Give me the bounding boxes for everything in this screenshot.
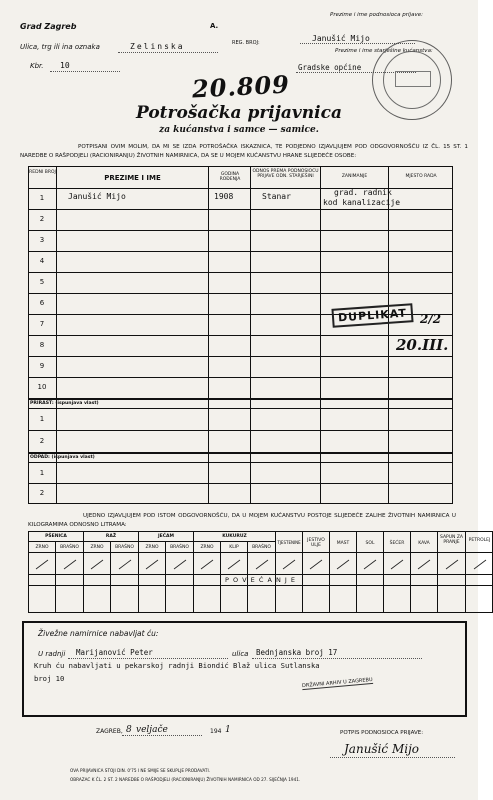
header-salt: SOL [365,541,375,546]
supplies-intro: UJEDNO IZJAVLJUJEM POD ISTOM ODGOVORNOŠĆU, DA U MOJEM KUĆANSTVU POSTOJE SLIJEDEĆE ZALIHE ŽIVOTNIH NAMIRNICA U KILOGRAMIMA ODNOSNO LITRAMA: [28,513,456,528]
row-number: 7 [39,320,45,328]
shop-label: U radnji [38,650,66,658]
row-number: 8 [39,341,45,349]
person-occupation-detail: kod kanalizacije [323,198,401,207]
odpad-label: ODPAD: (ispunjava vlast) [30,455,95,460]
house-number-label: Kbr. [30,62,44,70]
year-prefix: 194 [210,728,222,735]
person-name: Janušić Mijo [68,192,126,201]
col-header-name: PREZIME I IME [104,174,161,182]
shop-owner: Marijanović Peter [76,648,153,657]
row-rule [28,377,453,378]
group-header-corn: KUKURUZ [222,534,247,539]
supply-heading: Živežne namirnice nabavljat ću: [38,629,159,638]
sub-header: ZRNO [35,545,49,550]
header-petroleum: PETROLEJ [468,538,491,543]
legal-note: OBRAZAC K ČL. 2 ST. 2 NAREDBE O RAŠPODJELI (RACIONIRANJU) ŽIVOTNIH NAMIRNICA OD 27. SIJEČNJA 1941. [70,777,301,782]
municipality-value: Gradske općine [298,63,362,72]
sub-header: ZRNO [145,545,159,550]
sub-header: ZRNO [200,545,214,550]
form-title: Potrošačka prijavnica [136,103,342,123]
bakery-line: Kruh ću nabavljati u pekarskoj radnji Biondić Blaž ulica Sutlanska [34,661,320,670]
street-word-label: ulica [232,650,249,658]
person-relation: Stanar [262,192,291,201]
row-rule [28,335,453,336]
row-number: 5 [39,278,45,286]
city-label: Grad Zagreb [20,22,77,31]
header-lard: MAST [336,541,350,546]
date-day: 8 [126,725,132,735]
odpad-row-number: 2 [39,489,45,497]
sub-header: ZRNO [90,545,104,550]
prirast-row-number: 1 [39,415,45,423]
house-number-value: 10 [60,61,70,70]
shop-dotted-line [68,658,228,659]
row-rule [28,483,453,484]
street-value: Zelinska [130,42,185,51]
row-rule [28,272,453,273]
row-number: 10 [37,383,47,391]
row-rule [28,209,453,210]
person-occupation: grad. radnik [334,188,392,197]
bakery-line-continued: broj 10 [34,674,65,683]
header-coffee: KAVA [418,541,430,546]
row-number: 3 [39,236,45,244]
row-rule [28,293,453,294]
form-subtitle: za kućanstva i samce — samice. [159,125,319,135]
sub-header: KLIP [229,545,239,550]
price-note: OVA PRIJAVNICA STOJI DIN. 0'75 I NE SMIJE SE SKUPLJE PRODAVATI. [70,768,211,773]
col-header-relation: ODNOS PREMA PODNOSIOCU PRIJAVE ODN. STARJEŠINI [252,169,319,179]
row-number: 2 [39,215,45,223]
row-rule [28,430,453,431]
row-number: 4 [39,257,45,265]
house-dotted-line [50,71,120,72]
increase-row-label: P O V E Ć A N J E [225,576,296,584]
applicant-label: Prezime i ime podnosioca prijave: [330,12,423,18]
sub-header: BRAŠNO [60,545,79,550]
col-header-workplace: MJESTO RADA [405,174,437,179]
group-header-rye: RAŽ [105,534,117,539]
year-suffix: 1 [225,725,231,735]
person-birth-year: 1908 [214,192,234,201]
group-header-barley: JEČAM [157,534,174,539]
row-rule [28,452,453,454]
sub-header: BRAŠNO [115,545,134,550]
table2-group-rule [28,541,275,542]
row-rule [28,230,453,231]
category-letter: A. [210,22,219,30]
handwritten-note: 20.III. [396,336,449,354]
group-header-wheat: PŠENICA [45,534,67,539]
shop-address: Bednjanska broj 17 [256,648,338,657]
applicant-signature: Janušić Mijo [344,742,420,756]
duplikat-stamp: DUPLIKAT [331,303,413,328]
declaration-intro: POTPISANI OVIM MOLIM, DA MI SE IZDA POTROŠAČKA ISKAZNICA, TE PODJEDNO IZJAVLJUJEM POD ODGOVORNOŠĆU IZ ČL. 15 ST. 1 NAREDBE O RAŠPODJELI (RACIONIRANJU) ŽIVOTNIH NAMIRNICA, DA SE U MOJEM KUĆANSTVU HRANE SLIJEDEĆE OSOBE: [20,144,468,159]
header-soap: SAPUN ZA PRANJE [440,535,463,545]
date-month: veljače [136,725,168,735]
signature-label: POTPIS PODNOSIOCA PRIJAVE: [340,730,424,736]
applicant-value: Janušić Mijo [312,34,370,43]
col-header-occupation: ZANIMANJE [341,174,368,179]
reg-number-label: REG. BROJ: [232,40,260,46]
row-rule [28,408,453,409]
sub-header: BRAŠNO [252,545,271,550]
col-header-number: REDNI BROJ [29,170,56,175]
prirast-row-number: 2 [39,437,45,445]
row-number: 6 [39,299,45,307]
head-of-household-label: Prezime i ime starješine kućanstva: [335,48,433,54]
date-dotted-line [122,735,202,736]
street-dotted-line [118,52,218,53]
row-number: 1 [39,194,45,202]
handwritten-reg-number: 20.809 [191,69,291,104]
header-pasta: TJESTENINE [277,540,301,545]
header-oil: JESTIVO ULJE [307,538,325,548]
place-label: ZAGREB, [96,728,123,735]
col-header-birth-year: GODINA ROĐENJA [219,172,241,182]
row-number: 9 [39,362,45,370]
row-rule [28,398,453,400]
row-rule [28,251,453,252]
row-rule [28,356,453,357]
odpad-row-number: 1 [39,469,45,477]
archive-stamp: DRŽAVNI ARHIV U ZAGREBU [301,676,373,690]
row-rule [28,462,453,463]
header-sugar: ŠEĆER [389,541,405,546]
signature-dotted-line [330,757,455,758]
sub-header: BRAŠNO [170,545,189,550]
prirast-label: PRIRAST: (ispunjava vlast) [30,401,99,406]
address-dotted-line [252,658,422,659]
handwritten-date-mark: 2/2 [420,312,442,326]
street-label: Ulica, trg ili ina oznaka [20,43,100,51]
